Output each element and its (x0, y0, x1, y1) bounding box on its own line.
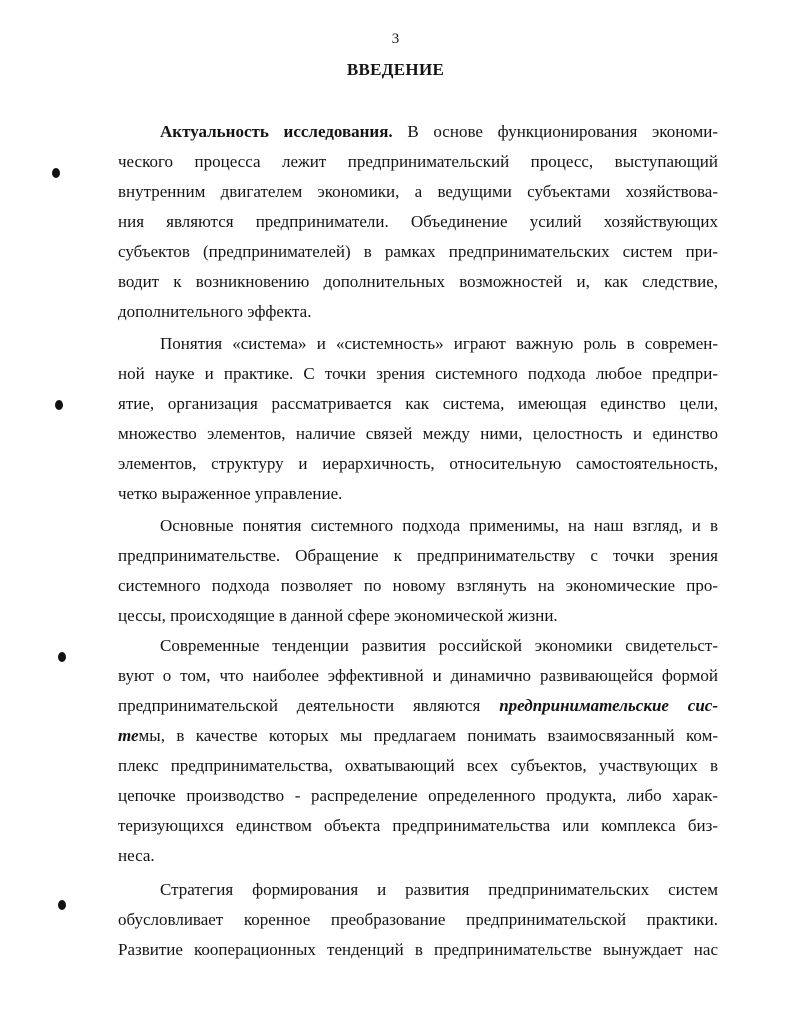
paragraph-1-line: ческого процесса лежит предпринимательский процесс, выступающий (118, 152, 718, 171)
page-number: 3 (391, 31, 400, 47)
paragraph-3-line: цессы, происходящие в данной сфере экономической жизни. (118, 606, 558, 625)
paragraph-4-line: теризующихся единством объекта предпринимательства или комплекса биз- (118, 816, 718, 835)
paragraph-5-line: Развитие кооперационных тенденций в предпринимательстве вынуждает нас (118, 940, 718, 959)
paragraph-4-line: Современные тенденции развития российской экономики свидетельст- (160, 636, 718, 655)
paragraph-2-line: элементов, структуру и иерархичность, относительную самостоятельность, (118, 454, 718, 473)
paragraph-3-line: системного подхода позволяет по новому взглянуть на экономические про- (118, 576, 718, 595)
paragraph-2-line: ятие, организация рассматривается как система, имеющая единство цели, (118, 394, 718, 413)
paragraph-4-line: вуют о том, что наиболее эффективной и динамично развивающейся формой (118, 666, 718, 685)
paragraph-4-line: неса. (118, 846, 155, 865)
paragraph-1-line: водит к возникновению дополнительных возможностей и, как следствие, (118, 272, 718, 291)
paragraph-1-line: Актуальность исследования. В основе функционирования экономи- (160, 122, 718, 141)
emphasis-term: те (118, 726, 139, 745)
paragraph-3-line: предпринимательстве. Обращение к предпринимательству с точки зрения (118, 546, 718, 565)
paragraph-4-line: цепочке производство - распределение определенного продукта, либо харак- (118, 786, 718, 805)
paragraph-2-line: ной науке и практике. С точки зрения системного подхода любое предпри- (118, 364, 718, 383)
paragraph-4-line: темы, в качестве которых мы предлагаем понимать взаимосвязанный ком- (118, 726, 718, 745)
margin-dot (55, 400, 63, 410)
paragraph-2-line: множество элементов, наличие связей между ними, целостность и единство (118, 424, 718, 443)
paragraph-4-line: плекс предпринимательства, охватывающий всех субъектов, участвующих в (118, 756, 718, 775)
paragraph-1-line: дополнительного эффекта. (118, 302, 312, 321)
paragraph-1-line: субъектов (предпринимателей) в рамках предпринимательских систем при- (118, 242, 718, 261)
paragraph-3-line: Основные понятия системного подхода применимы, на наш взгляд, и в (160, 516, 718, 535)
margin-dot (58, 900, 66, 910)
emphasis-term: предпринимательские сис- (499, 696, 718, 715)
margin-dot (58, 652, 66, 662)
paragraph-2-line: Понятия «система» и «системность» играют важную роль в современ- (160, 334, 718, 353)
paragraph-1-line: внутренним двигателем экономики, а ведущими субъектами хозяйствова- (118, 182, 718, 201)
paragraph-1-line: ния являются предприниматели. Объединение усилий хозяйствующих (118, 212, 718, 231)
paragraph-5-line: Стратегия формирования и развития предпринимательских систем (160, 880, 718, 899)
page-title: ВВЕДЕНИЕ (346, 60, 445, 79)
paragraph-2-line: четко выраженное управление. (118, 484, 343, 503)
paragraph-5-line: обусловливает коренное преобразование предпринимательской практики. (118, 910, 718, 929)
margin-dot (52, 168, 60, 178)
paragraph-4-line: предпринимательской деятельности являются предпринимательские сис- (118, 696, 718, 715)
